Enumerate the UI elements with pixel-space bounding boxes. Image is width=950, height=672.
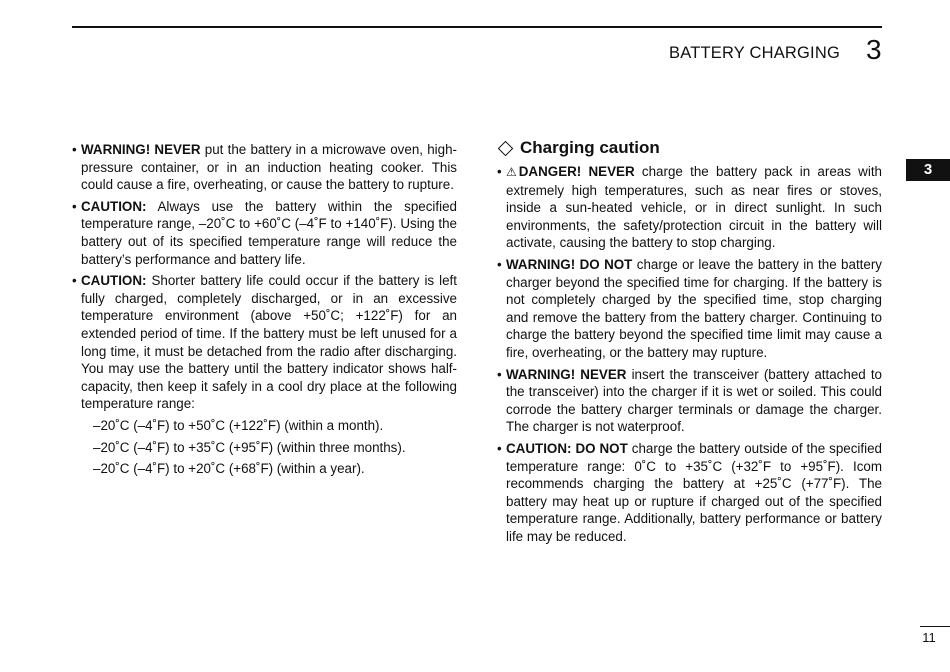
chapter-tab: 3 xyxy=(906,159,950,181)
bullet-item xyxy=(497,163,882,252)
temp-range-line: –20˚C (–4˚F) to +20˚C (+68˚F) (within a year). xyxy=(93,461,365,477)
bullet-dot: • xyxy=(497,256,502,272)
bullet-lead: WARNING! DO NOT xyxy=(506,256,633,272)
left-column xyxy=(72,141,457,482)
bullet-lead: DANGER! NEVER xyxy=(518,164,635,179)
temp-range-line: –20˚C (–4˚F) to +50˚C (+122˚F) (within a month). xyxy=(93,417,384,433)
bullet-dot: • xyxy=(497,164,502,179)
bullet-dot: • xyxy=(72,273,77,289)
bullet-lead: CAUTION: DO NOT xyxy=(506,440,628,456)
bullet-text: insert the transceiver (battery attached to the transceiver) into the charger if it is wet or soiled. This could corrode the battery charger terminals or damage the charger. The charger is not waterproof. xyxy=(506,366,883,435)
bullet-dot: • xyxy=(497,440,502,456)
diamond-icon xyxy=(498,140,514,156)
bullet-text: charge the battery outside of the specified temperature range: 0˚C to +35˚C (+32˚F to +95˚F). Icom recommends charging the battery at +25˚C (+77˚F). The battery may heat up or rupture if charged out of the specified temperature range. Additionally, battery performance or battery life may be reduced. xyxy=(506,440,882,544)
charging-caution-heading xyxy=(497,138,660,158)
section-title: BATTERY CHARGING xyxy=(669,44,840,62)
bullet-lead: WARNING! NEVER xyxy=(81,142,201,157)
bullet-text: charge or leave the battery in the battery charger beyond the specified time for charging. If the battery is not completely charged by the specified time, stop charging and remove the battery from the battery charger. Continuing to charge the battery beyond the specified time limit may cause a fire, overheating, or the battery may rupture. xyxy=(506,256,882,360)
bullet-lead: CAUTION: xyxy=(81,198,147,214)
temp-range-line: –20˚C (–4˚F) to +35˚C (+95˚F) (within three months). xyxy=(93,439,406,455)
bullet-dot: • xyxy=(72,198,77,214)
bullet-dot: • xyxy=(72,142,77,157)
bullet-item xyxy=(72,198,457,268)
footer-rule xyxy=(920,626,950,627)
bullet-item xyxy=(497,440,882,546)
right-column xyxy=(497,163,882,549)
bullet-lead: WARNING! NEVER xyxy=(506,366,627,382)
bullet-text: charge the battery pack in areas with extremely high temperatures, such as near fires or stoves, inside a sun-heated vehicle, or in direct sunlight. In such environments, the safety/protection circuit in the battery will activate, causing the battery to stop charging. xyxy=(506,164,882,251)
heading-text: Charging caution xyxy=(520,138,660,157)
header-rule xyxy=(72,26,882,28)
bullet-item xyxy=(72,141,457,194)
bullet-item xyxy=(497,256,882,362)
bullet-item xyxy=(497,366,882,436)
bullet-dot: • xyxy=(497,366,502,382)
warning-triangle-icon: ⚠ xyxy=(506,165,517,179)
bullet-lead: CAUTION: xyxy=(81,273,147,289)
bullet-text: Shorter battery life could occur if the battery is left fully charged, completely discharged, or in an excessive temperature environment (above +50˚C; +122˚F) for an extended period of time. If the battery must be left unused for a long time, it must be detached from the radio after discharging. You may use the battery until the battery indicator shows half-capacity, then keep it safely in a cool dry place at the following temperature range: xyxy=(81,273,457,412)
bullet-text: put the battery in a microwave oven, high-pressure container, or in an induction heating cooker. This could cause a fire, overheating, or cause the battery to rupture. xyxy=(81,142,457,193)
page-number: 11 xyxy=(922,630,936,645)
bullet-text: Always use the battery within the specified temperature range, –20˚C to +60˚C (–4˚F to +140˚F). Using the battery out of its specified temperature range will reduce the battery’s performance and battery life. xyxy=(81,198,457,267)
bullet-item xyxy=(72,272,457,413)
chapter-number: 3 xyxy=(866,34,882,65)
